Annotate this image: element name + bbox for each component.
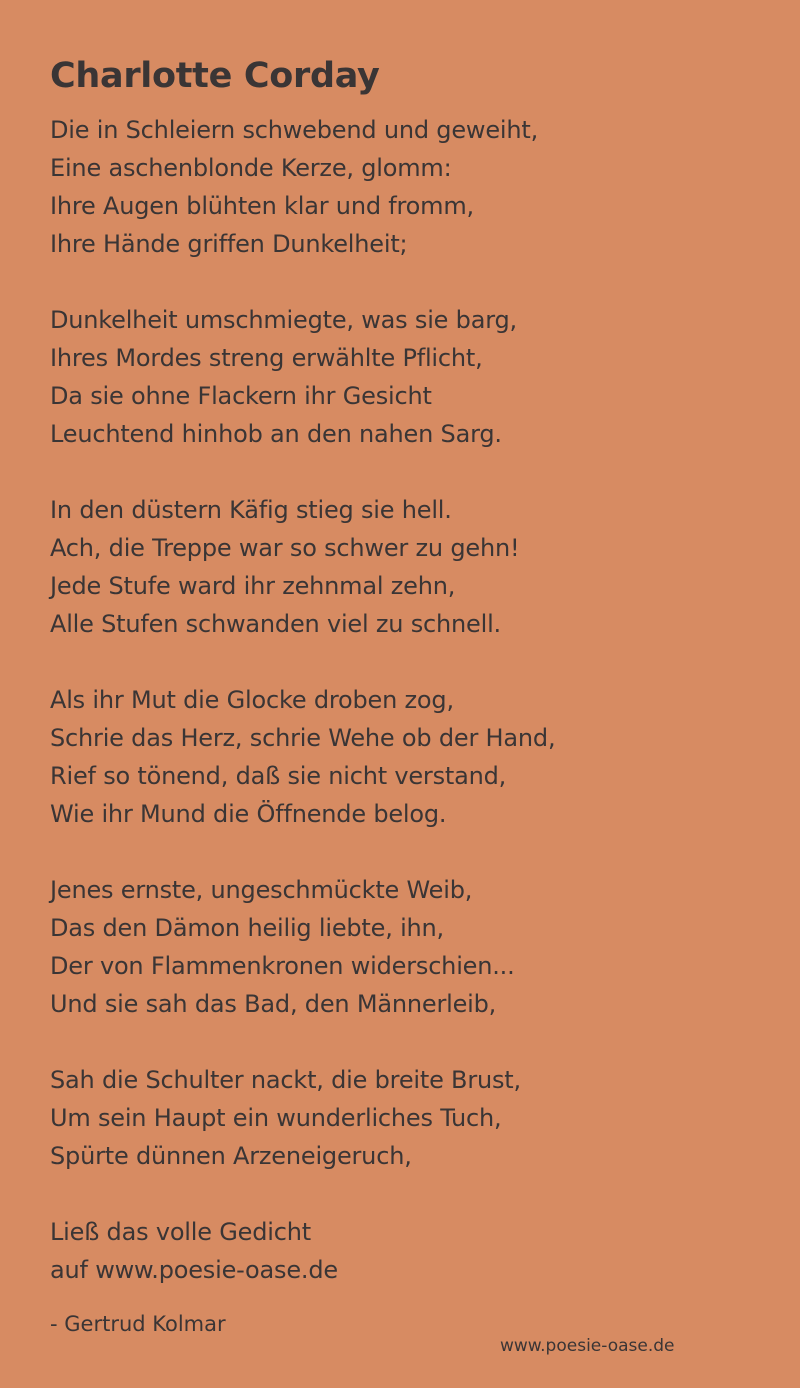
- poem-line: Der von Flammenkronen widerschien...: [50, 952, 515, 980]
- stanza: [50, 301, 770, 453]
- poem-line: Jede Stufe ward ihr zehnmal zehn,: [50, 572, 456, 600]
- poem-title: Charlotte Corday: [50, 56, 380, 96]
- poem-line: Jenes ernste, ungeschmückte Weib,: [50, 876, 473, 904]
- stanza: [50, 491, 770, 643]
- poem-line: Ließ das volle Gedicht: [50, 1218, 311, 1246]
- poem-line: Die in Schleiern schwebend und geweiht,: [50, 116, 539, 144]
- poem-line: Schrie das Herz, schrie Wehe ob der Hand,: [50, 724, 556, 752]
- poem-line: Rief so tönend, daß sie nicht verstand,: [50, 762, 507, 790]
- poem-line: Sah die Schulter nackt, die breite Brust,: [50, 1066, 521, 1094]
- website-watermark: www.poesie-oase.de: [500, 1336, 675, 1356]
- stanza: [50, 871, 770, 1023]
- stanza-cta: [50, 1213, 770, 1289]
- poem-body: [50, 111, 770, 1327]
- poem-line: Um sein Haupt ein wunderliches Tuch,: [50, 1104, 502, 1132]
- poem-line: Und sie sah das Bad, den Männerleib,: [50, 990, 497, 1018]
- poem-line: Wie ihr Mund die Öffnende belog.: [50, 800, 447, 828]
- poem-line: Ach, die Treppe war so schwer zu gehn!: [50, 534, 520, 562]
- poem-line: Dunkelheit umschmiegte, was sie barg,: [50, 306, 517, 334]
- poem-line: Alle Stufen schwanden viel zu schnell.: [50, 610, 501, 638]
- poem-line: Das den Dämon heilig liebte, ihn,: [50, 914, 444, 942]
- poem-line: Als ihr Mut die Glocke droben zog,: [50, 686, 454, 714]
- poem-line: Eine aschenblonde Kerze, glomm:: [50, 154, 452, 182]
- stanza: [50, 1061, 770, 1175]
- poem-line: Ihre Augen blühten klar und fromm,: [50, 192, 474, 220]
- poem-line: Spürte dünnen Arzeneigeruch,: [50, 1142, 412, 1170]
- stanza: [50, 681, 770, 833]
- stanza: [50, 111, 770, 263]
- poem-line: Da sie ohne Flackern ihr Gesicht: [50, 382, 432, 410]
- poem-line: Leuchtend hinhob an den nahen Sarg.: [50, 420, 502, 448]
- poem-line: Ihre Hände griffen Dunkelheit;: [50, 230, 408, 258]
- poem-line: Ihres Mordes streng erwählte Pflicht,: [50, 344, 483, 372]
- poem-author: - Gertrud Kolmar: [50, 1312, 226, 1336]
- poem-line: auf www.poesie-oase.de: [50, 1256, 338, 1284]
- poem-line: In den düstern Käfig stieg sie hell.: [50, 496, 452, 524]
